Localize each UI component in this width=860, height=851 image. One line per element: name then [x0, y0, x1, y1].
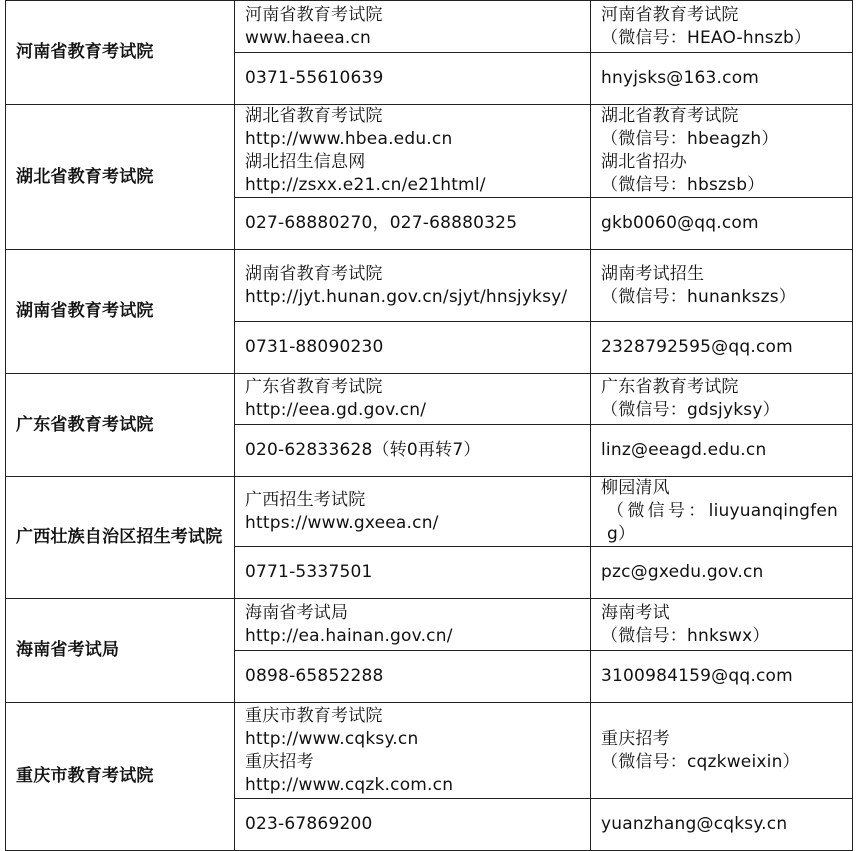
website-name: 河南省教育考试院 [245, 4, 383, 25]
phone-number: 0898-65852288 [245, 666, 384, 686]
wechat-account-name: 广东省教育考试院 [601, 377, 739, 397]
org-name: 重庆市教育考试院 [16, 766, 154, 786]
contacts-table [5, 0, 853, 851]
email-cell [591, 198, 853, 250]
wechat-id: （微信号：hbeagzh） [601, 129, 779, 149]
wechat-cell [591, 1, 853, 53]
phone-number: 0771-5337501 [245, 562, 373, 582]
website-cell [235, 250, 591, 322]
phone-cell [235, 198, 591, 250]
wechat-cell [591, 374, 853, 425]
wechat-cell [591, 250, 853, 322]
wechat-id: （微信号：hbszsb） [601, 175, 765, 195]
wechat-id: （微信号：hnkswx） [601, 625, 770, 646]
org-name: 湖南省教育考试院 [16, 301, 154, 321]
wechat-id: （微信号：HEAO-hnszb） [601, 27, 812, 48]
website-url[interactable]: www.haeea.cn [245, 27, 372, 48]
phone-cell [235, 651, 591, 703]
website-url[interactable]: http://ea.hainan.gov.cn/ [245, 625, 453, 646]
email-cell [591, 425, 853, 477]
table-row [6, 105, 853, 198]
website-cell [235, 599, 591, 651]
email-address[interactable]: 2328792595@qq.com [601, 337, 793, 357]
wechat-account-name: 重庆招考 [601, 728, 670, 749]
website-name: 广东省教育考试院 [245, 377, 383, 397]
email-address[interactable]: 3100984159@qq.com [601, 666, 793, 686]
website-url[interactable]: http://www.cqksy.cn [245, 728, 419, 749]
wechat-account-name: 湖北省招办 [601, 152, 687, 172]
phone-cell [235, 799, 591, 851]
org-name: 广西壮族自治区招生考试院 [16, 527, 223, 547]
website-cell [235, 374, 591, 425]
website-url[interactable]: http://jyt.hunan.gov.cn/sjyt/hnsjyksy/ [245, 286, 568, 307]
org-name: 海南省考试局 [16, 640, 120, 660]
org-name-cell [6, 703, 235, 851]
wechat-account-name: 柳园清风 [601, 478, 670, 498]
org-name-cell [6, 250, 235, 374]
wechat-id: （微信号：gdsjyksy） [601, 400, 780, 420]
phone-cell [235, 425, 591, 477]
wechat-cell [591, 703, 853, 799]
wechat-id: （微信号：hunankszs） [601, 286, 796, 307]
website-cell [235, 703, 591, 799]
website-name: 海南省考试局 [245, 602, 349, 623]
website-name: 湖北省教育考试院 [245, 106, 383, 126]
wechat-account-name: 湖南考试招生 [601, 263, 705, 284]
wechat-account-name: 河南省教育考试院 [601, 4, 739, 25]
phone-number: 0371-55610639 [245, 68, 384, 88]
org-name: 广东省教育考试院 [16, 414, 154, 435]
wechat-cell [591, 599, 853, 651]
table-row [6, 599, 853, 651]
website-url[interactable]: http://www.hbea.edu.cn [245, 129, 453, 149]
org-name-cell [6, 374, 235, 477]
website-name: 重庆招考 [245, 751, 314, 772]
website-url[interactable]: http://www.cqzk.com.cn [245, 774, 454, 795]
website-cell [235, 477, 591, 547]
email-address[interactable]: yuanzhang@cqksy.cn [601, 814, 788, 834]
phone-cell [235, 322, 591, 374]
wechat-account-name: 海南考试 [601, 602, 670, 623]
email-cell [591, 547, 853, 599]
website-name: 湖北招生信息网 [245, 152, 366, 172]
wechat-id: （微信号：liuyuanqingfeng） [607, 501, 838, 544]
table-row [6, 374, 853, 425]
website-cell [235, 105, 591, 198]
phone-number: 027-68880270，027-68880325 [245, 213, 518, 233]
phone-number: 020-62833628（转0再转7） [245, 440, 481, 460]
phone-cell [235, 53, 591, 105]
wechat-cell [591, 105, 853, 198]
website-url[interactable]: http://eea.gd.gov.cn/ [245, 400, 427, 420]
email-cell [591, 322, 853, 374]
website-url[interactable]: http://zsxx.e21.cn/e21html/ [245, 175, 486, 195]
org-name-cell [6, 599, 235, 703]
table-row [6, 250, 853, 322]
org-name: 河南省教育考试院 [16, 42, 154, 62]
table-row [6, 703, 853, 799]
website-name: 重庆市教育考试院 [245, 705, 383, 726]
website-cell [235, 1, 591, 53]
website-url[interactable]: https://www.gxeea.cn/ [245, 512, 439, 533]
org-name-cell [6, 105, 235, 250]
wechat-cell [591, 477, 853, 547]
email-cell [591, 799, 853, 851]
email-address[interactable]: pzc@gxedu.gov.cn [601, 562, 764, 582]
phone-number: 0731-88090230 [245, 337, 384, 357]
phone-cell [235, 547, 591, 599]
org-name-cell [6, 477, 235, 599]
phone-number: 023-67869200 [245, 814, 373, 834]
table-row [6, 477, 853, 547]
email-cell [591, 53, 853, 105]
org-name-cell [6, 1, 235, 105]
website-name: 广西招生考试院 [245, 489, 366, 510]
email-address[interactable]: linz@eeagd.edu.cn [601, 440, 767, 460]
org-name: 湖北省教育考试院 [16, 166, 154, 187]
email-address[interactable]: gkb0060@qq.com [601, 213, 759, 233]
website-name: 湖南省教育考试院 [245, 263, 383, 284]
table-row [6, 1, 853, 53]
email-address[interactable]: hnyjsks@163.com [601, 68, 760, 88]
wechat-account-name: 湖北省教育考试院 [601, 106, 739, 126]
email-cell [591, 651, 853, 703]
wechat-id: （微信号：cqzkweixin） [601, 751, 800, 772]
